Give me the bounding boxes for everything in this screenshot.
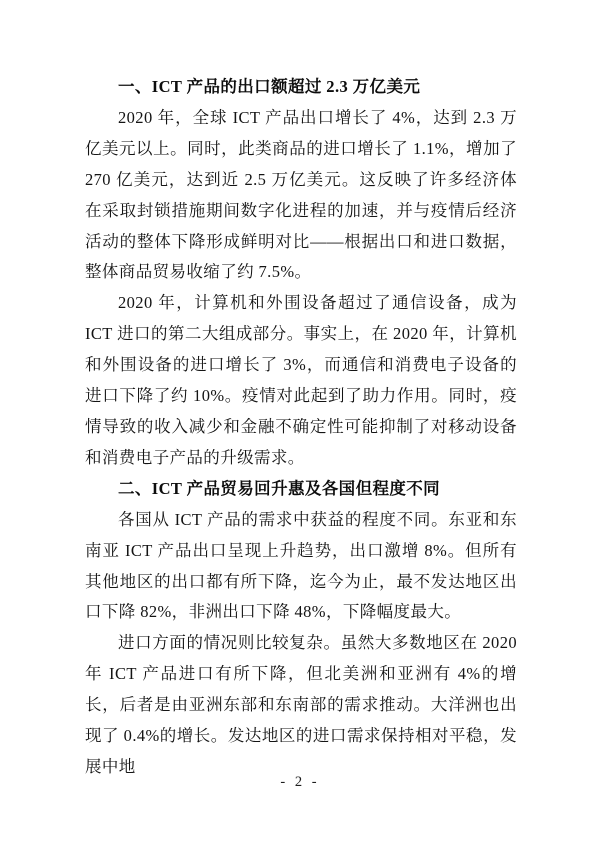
section-2-heading: 二、ICT 产品贸易回升惠及各国但程度不同 bbox=[118, 478, 441, 498]
section-2-paragraph-1: 各国从 ICT 产品的需求中获益的程度不同。东亚和东南亚 ICT 产品出口呈现上升趋势，出口激增 8%。但所有其他地区的出口都有所下降，迄今为止，最不发达地区出口下降 82%，非洲出口下降 48%，下降幅度最大。 bbox=[85, 509, 517, 622]
document-body bbox=[85, 72, 517, 783]
section-1-paragraph-2: 2020 年，计算机和外围设备超过了通信设备，成为 ICT 进口的第二大组成部分。事实上，在 2020 年，计算机和外围设备的进口增长了 3%，而通信和消费电子设备的进口下降了约 10%。疫情对此起到了助力作用。同时，疫情导致的收入减少和金融不确定性可能抑制了对移动设备和消费电子产品的升级需求。 bbox=[85, 293, 517, 467]
section-2-paragraph-2: 进口方面的情况则比较复杂。虽然大多数地区在 2020 年 ICT 产品进口有所下降，但北美洲和亚洲有 4%的增长，后者是由亚洲东部和东南部的需求推动。大洋洲也出现了 0.4%的增长。发达地区的进口需求保持相对平稳，发展中地 bbox=[85, 633, 517, 776]
section-1-heading: 一、ICT 产品的出口额超过 2.3 万亿美元 bbox=[118, 77, 421, 96]
page-number: - 2 - bbox=[280, 774, 320, 790]
section-1-paragraph-1: 2020 年，全球 ICT 产品出口增长了 4%，达到 2.3 万亿美元以上。同时，此类商品的进口增长了 1.1%，增加了 270 亿美元，达到近 2.5 万亿美元。这反映了许多经济体在采取封锁措施期间数字化进程的加速，并与疫情后经济活动的整体下降形成鲜明对比——根据出口和进口数据，整体商品贸易收缩了约 7.5%。 bbox=[85, 107, 517, 282]
